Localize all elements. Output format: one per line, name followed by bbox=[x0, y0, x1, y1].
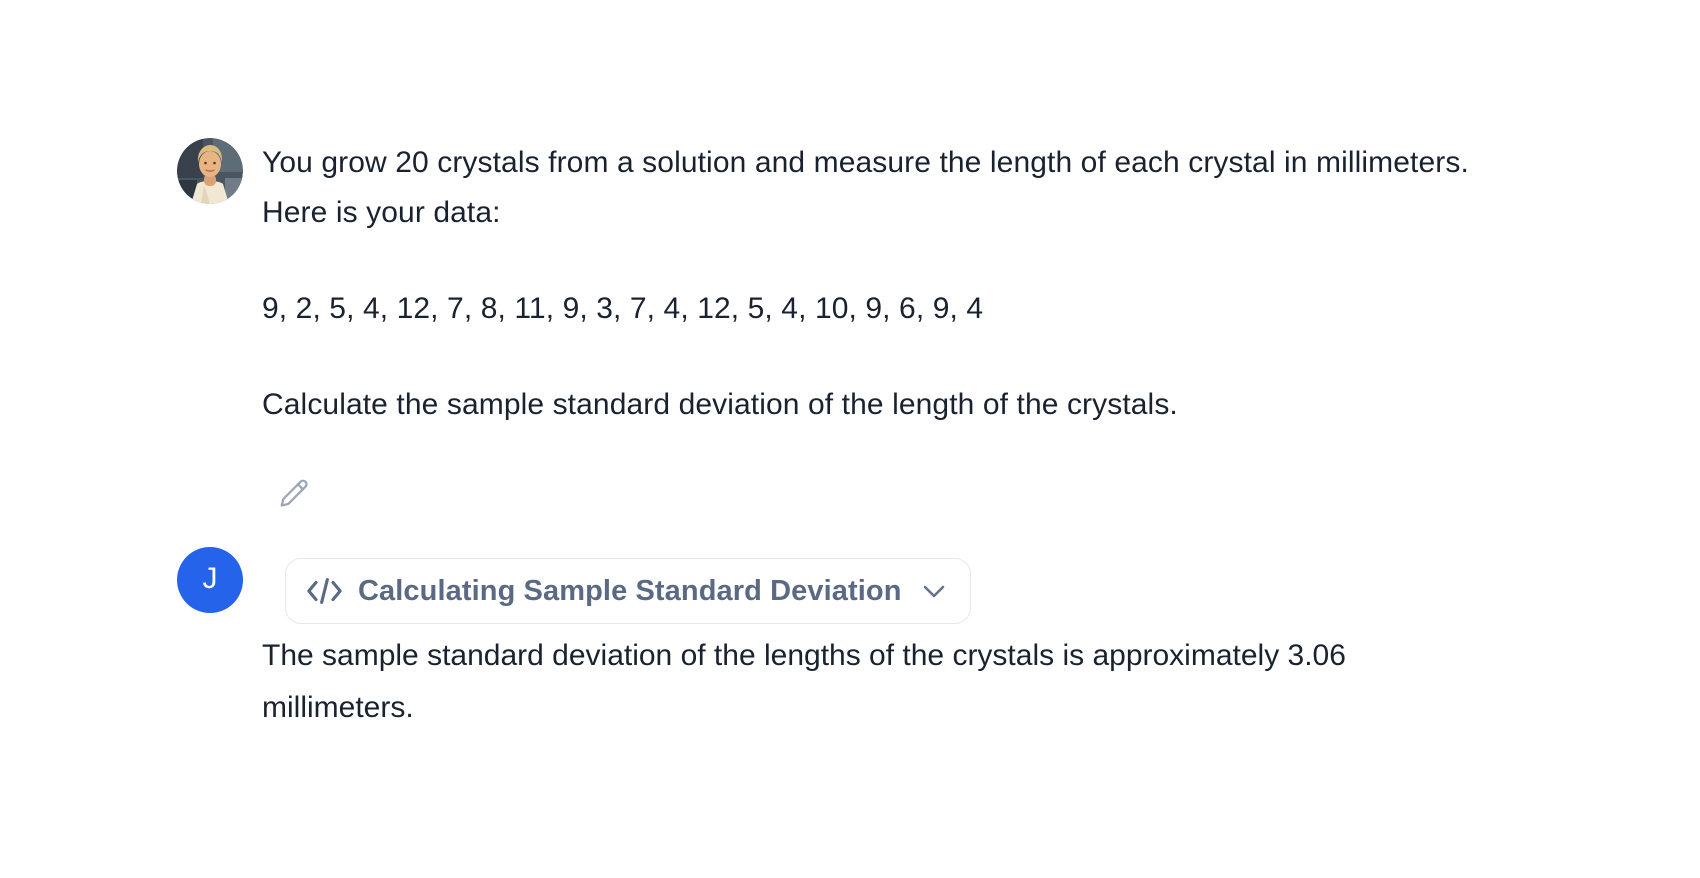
user-message-data-line: 9, 2, 5, 4, 12, 7, 8, 11, 9, 3, 7, 4, 12, 5, 4, 10, 9, 6, 9, 4 bbox=[262, 292, 984, 325]
pencil-icon bbox=[278, 476, 310, 510]
chevron-down-icon bbox=[922, 584, 946, 599]
assistant-response-text: The sample standard deviation of the lengths of the crystals is approximately 3.06 millimeters. bbox=[262, 639, 1346, 724]
code-icon bbox=[306, 576, 343, 606]
user-avatar bbox=[177, 138, 243, 204]
user-message-text: You grow 20 crystals from a solution and measure the length of each crystal in millimeters. Here is your data: bbox=[262, 146, 1469, 229]
assistant-response bbox=[262, 630, 1472, 734]
assistant-message bbox=[177, 547, 1700, 734]
user-avatar-photo bbox=[177, 138, 243, 204]
user-message bbox=[177, 138, 1700, 510]
edit-message-button[interactable] bbox=[278, 476, 310, 510]
user-message-content bbox=[262, 138, 1472, 510]
assistant-avatar-initial: J bbox=[202, 562, 218, 595]
tool-chip-label: Calculating Sample Standard Deviation bbox=[358, 574, 902, 607]
user-message-question: Calculate the sample standard deviation of the length of the crystals. bbox=[262, 388, 1178, 421]
assistant-avatar bbox=[177, 547, 243, 613]
assistant-message-content bbox=[262, 547, 1472, 734]
tool-chip-button[interactable] bbox=[285, 558, 971, 624]
